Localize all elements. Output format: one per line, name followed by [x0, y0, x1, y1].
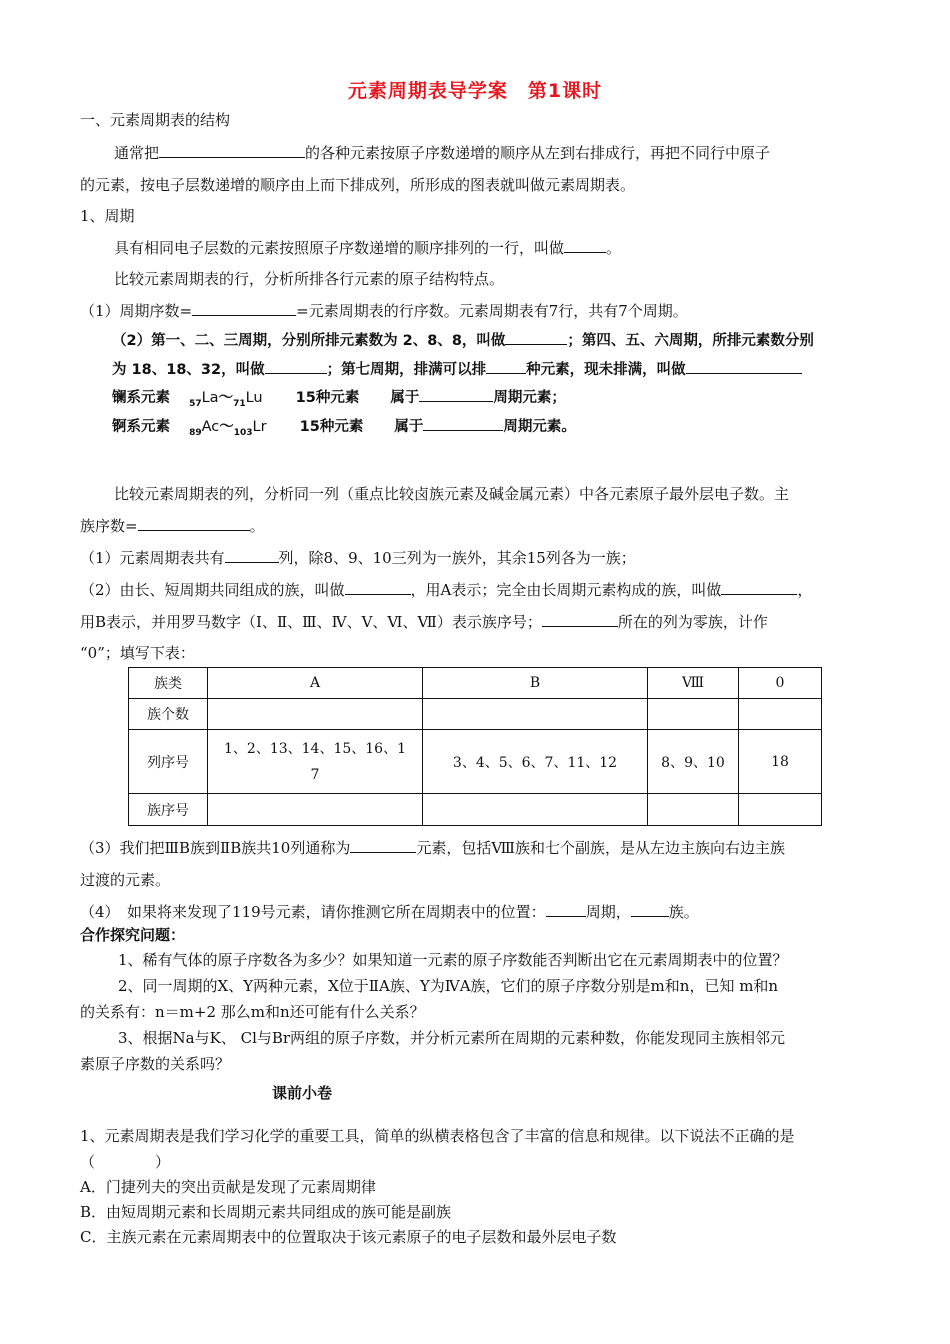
table-header: 0 [739, 668, 822, 699]
blank[interactable] [721, 580, 797, 595]
period-q2-line1: （2）第一、二、三周期，分别所排元素数为 2、8、8，叫做 ；第四、五、六周期，所排元素数分别 [112, 330, 814, 351]
after-table-q3-line2: 过渡的元素。 [80, 871, 171, 889]
table-row: 族个数 [129, 699, 822, 730]
blank[interactable] [546, 902, 586, 917]
table-cell-input[interactable] [739, 699, 822, 730]
quiz-q1-line1: 1、元素周期表是我们学习化学的重要工具，简单的纵横表格包含了丰富的信息和规律。以下说法不正确的是 [80, 1127, 795, 1145]
quiz-option-a: A．门捷列夫的突出贡献是发现了元素周期律 [80, 1178, 376, 1196]
blank[interactable] [564, 238, 606, 253]
coop-heading: 合作探究问题： [80, 926, 186, 944]
lanthanide-line: 镧系元素 $_{57}La\sim_{71}Lu$ 15种元素 属于 周期元素； [112, 387, 566, 414]
group-p1: 比较元素周期表的列，分析同一列（重点比较卤族元素及碱金属元素）中各元素原子最外层电子数。主 [114, 485, 790, 503]
intro-line-1: 通常把 的各种元素按原子序数递增的顺序从左到右排成行，再把不同行中原子 [114, 144, 771, 162]
blank[interactable] [419, 387, 493, 402]
coop-q2-line1: 2、同一周期的X、Y两种元素，X位于ⅡA族、Y为ⅣA族，它们的原子序数分别是m和n，已知 m和n [118, 977, 779, 995]
blank[interactable] [345, 580, 411, 595]
table-row: 列序号 1、2、13、14、15、16、17 3、4、5、6、7、11、12 8、9、10 18 [129, 730, 822, 794]
coop-q3-line2: 素原子序数的关系吗？ [80, 1055, 231, 1073]
blank[interactable] [486, 359, 526, 374]
group-q2-line3: “0”；填写下表： [80, 644, 195, 662]
blank[interactable] [225, 548, 279, 563]
page-title: 元素周期表导学案 第1课时 [347, 80, 603, 102]
blank[interactable] [192, 301, 296, 316]
table-cell-input[interactable] [208, 794, 423, 826]
table-cell-input[interactable] [648, 699, 739, 730]
actinide-line: 锕系元素 $_{89}Ac\sim_{103}Lr$ 15种元素 属于 周期元素。 [112, 416, 576, 443]
table-header: A [208, 668, 423, 699]
blank[interactable] [138, 516, 250, 531]
blank[interactable] [423, 416, 503, 431]
coop-q2-line2: 的关系有：n＝m+2 那么m和n还可能有什么关系？ [80, 1003, 425, 1021]
table-header: Ⅷ [648, 668, 739, 699]
period-p2: 比较元素周期表的行，分析所排各行元素的原子结构特点。 [114, 270, 505, 288]
table-cell-input[interactable] [648, 794, 739, 826]
group-p2: 族序数= 。 [80, 517, 265, 535]
blank[interactable] [265, 359, 327, 374]
quiz-heading: 课前小卷 [272, 1084, 333, 1102]
blank[interactable] [686, 359, 802, 374]
quiz-option-c: C．主族元素在元素周期表中的位置取决于该元素原子的电子层数和最外层电子数 [80, 1228, 617, 1246]
table-header: 族类 [129, 668, 208, 699]
period-heading: 1、周期 [80, 207, 135, 225]
table-cell-input[interactable] [208, 699, 423, 730]
group-q2-line2: 用B表示，并用罗马数字（Ⅰ、Ⅱ、Ⅲ、Ⅳ、Ⅴ、Ⅵ、Ⅶ）表示族序号； 所在的列为零族，计作 [80, 613, 768, 631]
coop-q3-line1: 3、根据Na与K、 Cl与Br两组的原子序数，并分析元素所在周期的元素种数，你能发现同主族相邻元 [118, 1029, 786, 1047]
coop-q1: 1、稀有气体的原子序数各为多少？如果知道一元素的原子序数能否判断出它在元素周期表中的位置？ [118, 951, 788, 969]
table-cell-input[interactable] [423, 794, 648, 826]
quiz-option-b: B．由短周期元素和长周期元素共同组成的族可能是副族 [80, 1203, 452, 1221]
after-table-q3-line1: （3）我们把ⅢB族到ⅡB族共10列通称为 元素，包括Ⅷ族和七个副族，是从左边主族向右边主族 [80, 839, 785, 857]
table-cell-input[interactable] [739, 794, 822, 826]
after-table-q4: （4） 如果将来发现了119号元素，请你推测它所在周期表中的位置： 周期， 族。 [80, 903, 699, 921]
group-table [128, 667, 822, 826]
group-q2-line1: （2）由长、短周期共同组成的族，叫做 ，用A表示；完全由长周期元素构成的族，叫做 ， [80, 581, 813, 599]
period-q2-line2: 为 18、18、32，叫做 ；第七周期，排满可以排 种元素，现未排满，叫做 [112, 359, 802, 380]
group-q1: （1）元素周期表共有 列，除8、9、10三列为一族外，其余15列各为一族； [80, 549, 636, 567]
intro-line-2: 的元素，按电子层数递增的顺序由上而下排成列，所形成的图表就叫做元素周期表。 [80, 176, 636, 194]
period-q1: （1）周期序数= =元素周期表的行序数。元素周期表有7行，共有7个周期。 [80, 302, 688, 320]
blank[interactable] [350, 838, 416, 853]
table-cell-input[interactable] [423, 699, 648, 730]
table-row: 族序号 [129, 794, 822, 826]
blank[interactable] [542, 612, 618, 627]
table-header: B [423, 668, 648, 699]
blank[interactable] [159, 143, 305, 158]
period-p1: 具有相同电子层数的元素按照原子序数递增的顺序排列的一行，叫做 。 [114, 239, 622, 257]
blank[interactable] [505, 330, 567, 345]
quiz-q1-line2: （ ） [80, 1153, 171, 1171]
blank[interactable] [631, 902, 669, 917]
section-heading: 一、元素周期表的结构 [80, 111, 231, 129]
